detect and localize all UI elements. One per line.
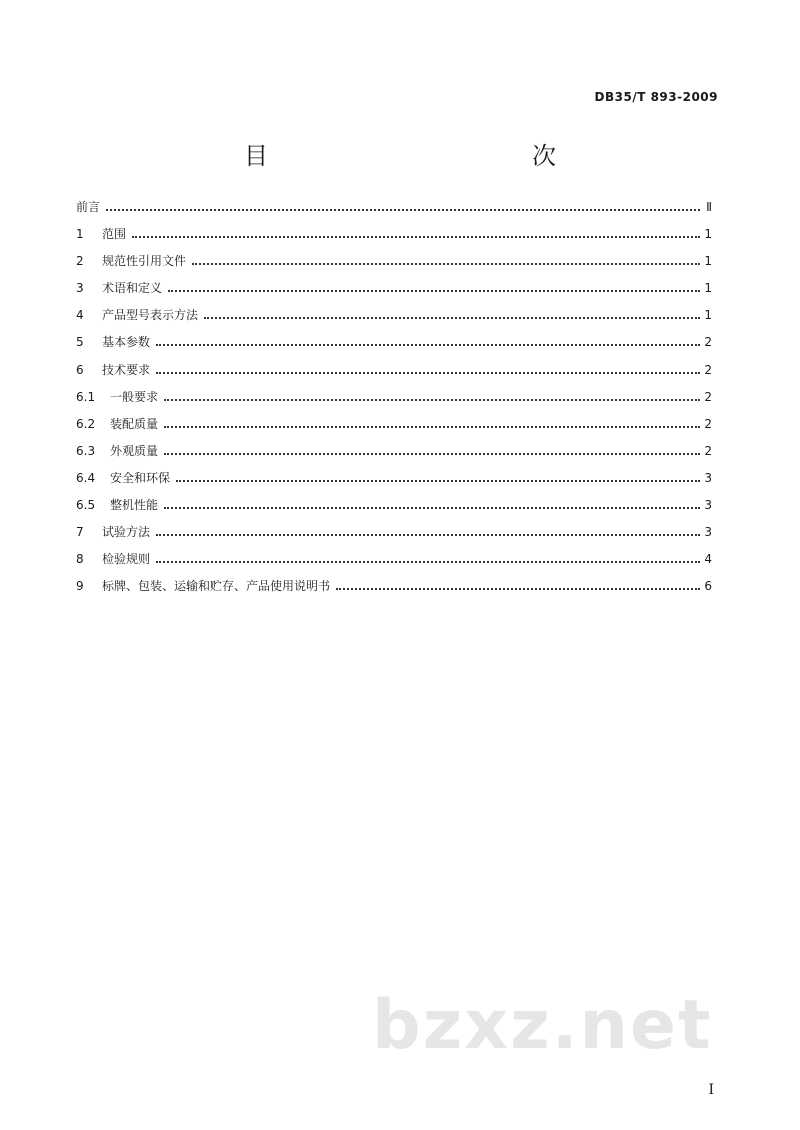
toc-entry-label: 技术要求 <box>102 362 151 377</box>
toc-entry-label: 试验方法 <box>102 525 151 540</box>
toc-leader-dots <box>336 588 700 590</box>
toc-entry[interactable] <box>76 550 712 577</box>
toc-leader-dots <box>168 290 700 292</box>
toc-leader-dots <box>132 236 700 238</box>
toc-entry-number: 9 <box>76 579 84 594</box>
toc-entry-label: 产品型号表示方法 <box>102 308 199 323</box>
toc-entry[interactable] <box>76 333 712 360</box>
toc-entry-number: 2 <box>76 254 84 269</box>
toc-entry-page: 1 <box>704 308 712 323</box>
toc-entry-label: 整机性能 <box>110 498 159 513</box>
toc-entry-label: 标牌、包装、运输和贮存、产品使用说明书 <box>102 579 331 594</box>
toc-entry-number: 5 <box>76 335 84 350</box>
table-of-contents <box>76 198 712 604</box>
toc-entry-page: 3 <box>704 498 712 513</box>
toc-entry-number: 3 <box>76 281 84 296</box>
toc-entry-label: 安全和环保 <box>110 470 171 485</box>
toc-entry-number: 6.3 <box>76 443 96 458</box>
toc-entry-page: 2 <box>704 416 712 431</box>
toc-entry[interactable] <box>76 496 712 523</box>
toc-entry[interactable] <box>76 577 712 604</box>
toc-entry-number: 6.2 <box>76 416 96 431</box>
toc-entry-label: 基本参数 <box>102 335 151 350</box>
toc-leader-dots <box>156 344 700 346</box>
toc-entry[interactable] <box>76 198 712 225</box>
toc-leader-dots <box>106 209 700 211</box>
toc-leader-dots <box>192 263 700 265</box>
toc-entry-label: 一般要求 <box>110 389 159 404</box>
toc-leader-dots <box>156 561 700 563</box>
toc-leader-dots <box>164 507 700 509</box>
toc-leader-dots <box>204 317 700 319</box>
toc-entry-page: 3 <box>704 470 712 485</box>
toc-leader-dots <box>164 426 700 428</box>
toc-entry-number: 6.1 <box>76 389 96 404</box>
toc-entry-page: 4 <box>704 552 712 567</box>
toc-entry-label: 规范性引用文件 <box>102 254 187 269</box>
toc-entry-number: 8 <box>76 552 84 567</box>
toc-entry-page: 1 <box>704 281 712 296</box>
toc-entry-number: 6 <box>76 362 84 377</box>
toc-leader-dots <box>176 480 700 482</box>
toc-entry-label: 装配质量 <box>110 416 159 431</box>
toc-title: 目 次 <box>244 142 628 170</box>
toc-entry-page: Ⅱ <box>706 200 712 214</box>
toc-entry[interactable] <box>76 442 712 469</box>
toc-entry-label: 前言 <box>76 200 101 214</box>
toc-entry-page: 2 <box>704 335 712 350</box>
toc-entry-label: 外观质量 <box>110 443 159 458</box>
toc-leader-dots <box>156 534 700 536</box>
page-number: I <box>708 1082 714 1098</box>
toc-entry-page: 1 <box>704 227 712 242</box>
watermark: bzxz.net <box>372 986 713 1065</box>
toc-entry-page: 1 <box>704 254 712 269</box>
toc-entry[interactable] <box>76 252 712 279</box>
toc-entry-number: 7 <box>76 525 84 540</box>
toc-entry[interactable] <box>76 306 712 333</box>
document-code: DB35/T 893-2009 <box>594 90 718 104</box>
toc-entry-label: 范围 <box>102 227 127 242</box>
toc-entry[interactable] <box>76 361 712 388</box>
toc-entry-label: 术语和定义 <box>102 281 163 296</box>
toc-entry[interactable] <box>76 225 712 252</box>
toc-leader-dots <box>164 453 700 455</box>
toc-entry-page: 3 <box>704 525 712 540</box>
toc-entry-page: 2 <box>704 443 712 458</box>
toc-entry[interactable] <box>76 523 712 550</box>
toc-entry[interactable] <box>76 279 712 306</box>
toc-entry-page: 6 <box>704 579 712 594</box>
toc-leader-dots <box>156 372 700 374</box>
toc-entry-number: 6.4 <box>76 470 96 485</box>
toc-entry[interactable] <box>76 415 712 442</box>
toc-entry-number: 1 <box>76 227 84 242</box>
toc-entry[interactable] <box>76 469 712 496</box>
toc-entry[interactable] <box>76 388 712 415</box>
toc-entry-number: 4 <box>76 308 84 323</box>
toc-entry-page: 2 <box>704 389 712 404</box>
toc-entry-number: 6.5 <box>76 498 96 513</box>
toc-entry-page: 2 <box>704 362 712 377</box>
toc-entry-label: 检验规则 <box>102 552 151 567</box>
toc-leader-dots <box>164 399 700 401</box>
